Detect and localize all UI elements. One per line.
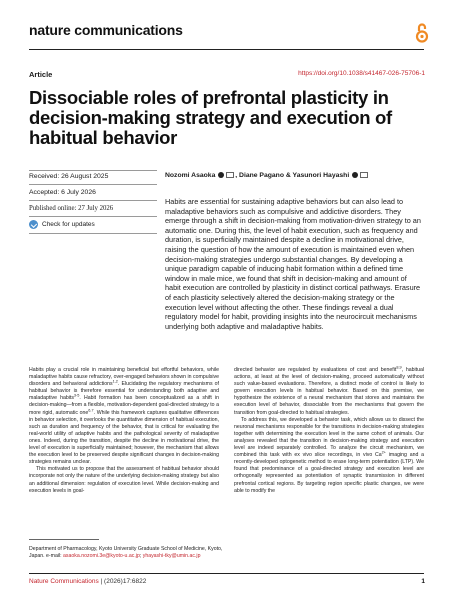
footer-journal[interactable]: Nature Communications [29,578,99,585]
open-access-icon [415,22,429,44]
email-link[interactable]: asaoka.nozomi.3e@kyoto-u.ac.jp [63,553,140,559]
orcid-icon[interactable] [218,172,224,178]
meta-divider [29,170,157,171]
check-updates-button[interactable] [29,219,95,230]
published-date: Published online: 27 July 2026 [29,205,114,212]
meta-divider [29,184,157,185]
journal-name[interactable]: nature communications [29,22,183,38]
meta-divider [29,200,157,201]
check-updates-icon [29,220,38,229]
article-type: Article [29,70,53,79]
paragraph: To address this, we developed a behavior task, which allows us to dissect the neuronal mechanisms responsible for the transitions in decision-making strategies together with determining the execution level in the same cohort of animals. Our analyses revealed that the transition in decision-making strategy and execution level are indeed separately controlled. To analyze the circuit mechanism, we combined this task with ex vivo slice recordings, in vivo $Ca^{2+}$ imaging and a recently-developed optogenetic method to erase long-term potentiation (LTP). We found that predominance of a goal-directed strategy and execution level are orthogonally represented as potentiation of synaptic transmission in different prefrontal cortical regions. By targeting region specific plastic changes, we were able to modify the [234,416,424,494]
abstract: Habits are essential for sustaining adaptive behaviors but can also lead to maladaptive behaviors such as compulsive and addictive disorders. They emerge through a shift in decision-making from motivation-driven strategy to an automatic one. During this, the level of habit execution, such as frequency and duration, is superficially maintained despite a decline in motivational drive, raising the question of how the amount of execution is maintained even when decision-making strategies undergo substantial changes. By developing a unique paradigm capable of inducing habit formation within a defined time window in male mice, we found that shift in decision-making and amount of habit execution are controlled by plasticity in distinct cortical pathways. Erasure of each plasticity selectively altered the decision-making strategy or the execution level without affecting the other. These findings reveal a dual regulatory model for habit, providing insights into the neurocircuit mechanisms underlying both adaptive and maladaptive habits. [165,197,421,331]
author-name[interactable]: Diane Pagano [239,172,284,179]
paragraph: Habits play a crucial role in maintaining beneficial but effortful behaviors, while maladaptive habits cause refractory, over-engaged behaviors shown in compulsive disorders and behavioral addictions$^{1,2}$. Elucidating the regulatory mechanisms of habitual behavior is therefore essential for understanding both adaptive and maladaptive habits$^{3-5}$. Habit formation has been conceptualized as a shift in decision-making—from a flexible, motivation-dependent goal-directed strategy to a more rigid, automatic one$^{6,7}$. While this framework captures qualitative differences in behavior selection, it overlooks the quantitative dimension of habitual execution, such as duration and frequency of the behavior, that is critical for evaluating the real-world utility of adaptive habits and the pathological severity of maladaptive ones. Indeed, during the transition, despite the decline in motivational drive, the level of execution is superficially maintained; however, the mechanism that allows the execution level to be preserved despite significant changes in decision-making strategies remains unclear. [29,367,219,466]
received-date: Received: 26 August 2025 [29,173,109,180]
affiliation-footnote: Department of Pharmacology, Kyoto University Graduate School of Medicine, Kyoto, Japan. e-mail: asaoka.nozomi.3e@kyoto-u.ac.jp; yhayashi-tky@umin.ac.jp [29,546,223,559]
page-number: 1 [421,578,425,585]
email-link[interactable]: yhayashi-tky@umin.ac.jp [142,553,201,559]
footer-citation: Nature Communications | (2026)17:6822 [29,578,147,585]
accepted-date: Accepted: 6 July 2026 [29,189,96,196]
footnote-divider [29,539,99,540]
check-updates-label: Check for updates [42,221,95,228]
footer-divider [29,573,424,574]
citation-ref[interactable]: 8,9 [396,365,402,370]
email-icon[interactable] [360,172,368,178]
body-column-right [234,367,424,495]
doi-link[interactable]: https://doi.org/10.1038/s41467-026-75706-1 [298,70,425,77]
author-list: Nozomi Asaoka , Diane Pagano & Yasunori Hayashi [165,172,369,179]
paragraph: This motivated us to propose that the assessment of habitual behavior should incorporate not only the nature of the underlying decision-making strategy but also an additional dimension: regulation of execution level. While decision-making and execution levels in goal- [29,466,219,494]
email-icon[interactable] [226,172,234,178]
meta-divider [29,216,157,217]
header-divider [29,49,424,50]
author-name[interactable]: Yasunori Hayashi [292,172,350,179]
paragraph: directed behavior are regulated by evaluations of cost and benefit$^{8,9}$, habitual actions, at least at the level of decision-making, proceed automatically without such value-based evaluations. Therefore, a distinct mode of control is likely to govern execution levels in habitual behavior. Based on this premise, we hypothesize the existence of a neural mechanism that stores and maintains the execution level of behavior, dissociable from the mechanisms that govern the transition from goal-directed to habitual strategies. [234,365,425,416]
body-column-left [29,367,219,495]
meta-divider [29,233,157,234]
article-title: Dissociable roles of prefrontal plasticity in decision-making strategy and execution of habitual behavior [29,87,392,148]
author-name[interactable]: Nozomi Asaoka [165,172,216,179]
orcid-icon[interactable] [352,172,358,178]
citation-ref[interactable]: 1,2 [112,379,118,384]
citation-ref[interactable]: 3-5 [73,393,80,398]
citation-ref[interactable]: 6,7 [88,407,94,412]
